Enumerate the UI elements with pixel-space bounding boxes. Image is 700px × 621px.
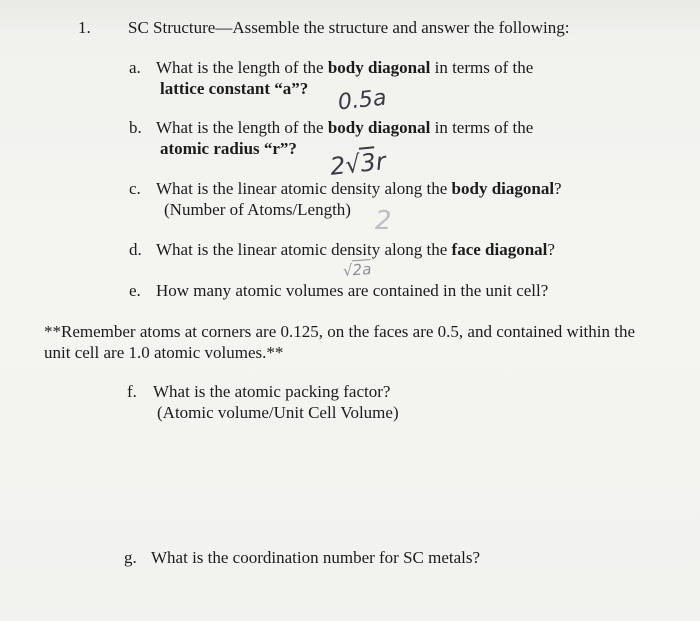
item-c-line1: What is the linear atomic density along the body diagonal? <box>156 179 562 198</box>
handwritten-answer-d: √2a <box>342 260 372 280</box>
item-f-text: What is the atomic packing factor? <box>153 382 391 401</box>
item-a-letter: a. <box>129 58 141 77</box>
item-g-text: What is the coordination number for SC metals? <box>151 548 481 567</box>
item-c-letter: c. <box>129 179 141 198</box>
handwritten-answer-c: 2 <box>375 206 392 236</box>
item-e-letter: e. <box>129 281 141 300</box>
item-a-line1: What is the length of the body diagonal in terms of the <box>156 58 534 77</box>
note-line-2: unit cell are 1.0 atomic volumes.** <box>44 343 284 362</box>
handwritten-answer-b: 2√3r <box>328 147 388 181</box>
item-d-line1: What is the linear atomic density along the face diagonal? <box>156 240 555 259</box>
item-f-line2: (Atomic volume/Unit Cell Volume) <box>157 403 399 422</box>
handwritten-answer-a: 0.5a <box>336 85 388 116</box>
item-a-line2: lattice constant “a”? <box>160 79 309 98</box>
item-e-text: How many atomic volumes are contained in the unit cell? <box>156 281 549 300</box>
item-g-letter: g. <box>124 548 137 567</box>
note-line-1: **Remember atoms at corners are 0.125, on the faces are 0.5, and contained within the <box>44 322 636 341</box>
question-number: 1. <box>78 18 91 37</box>
question-heading: SC Structure—Assemble the structure and answer the following: <box>128 18 570 37</box>
item-b-line2: atomic radius “r”? <box>160 139 297 158</box>
item-f-letter: f. <box>127 382 137 401</box>
item-d-letter: d. <box>129 240 142 259</box>
item-b-letter: b. <box>129 118 142 137</box>
item-c-line2: (Number of Atoms/Length) <box>164 200 351 219</box>
item-b-line1: What is the length of the body diagonal in terms of the <box>156 118 534 137</box>
